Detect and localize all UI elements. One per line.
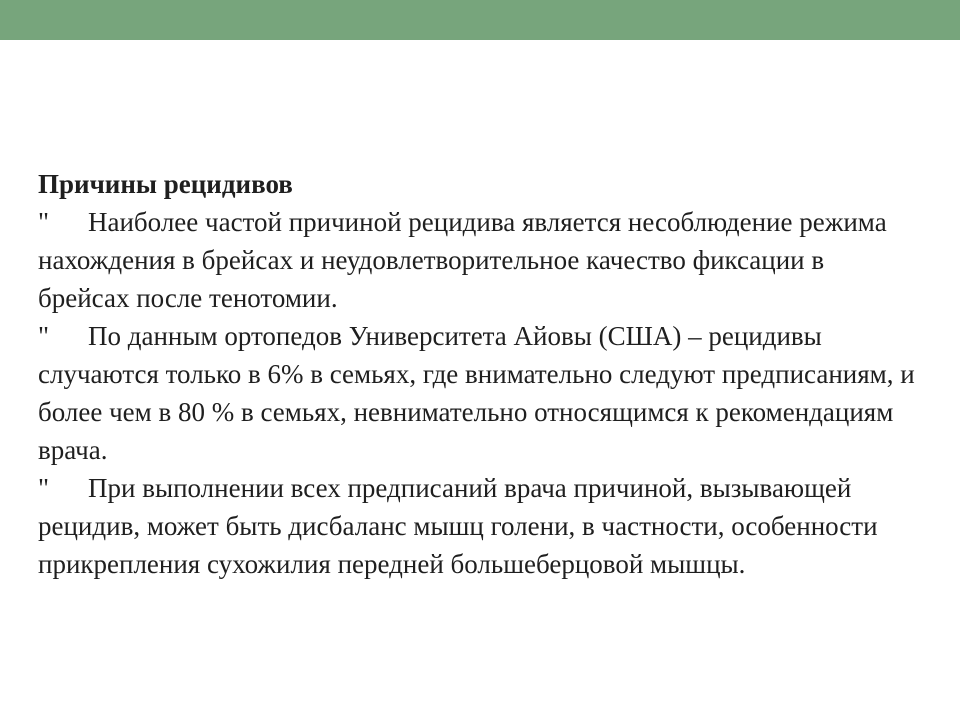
- header-band: [0, 0, 960, 40]
- slide-content: [38, 165, 918, 583]
- bullet-marker: ": [38, 321, 50, 351]
- paragraph-1: [38, 203, 918, 317]
- paragraph-text: Наиболее частой причиной рецидива является несоблюдение режима нахождения в брейсах и неудовлетворительное качество фиксации в брейсах после тенотомии.: [38, 207, 887, 313]
- paragraph-2: [38, 317, 918, 469]
- bullet-marker: ": [38, 207, 50, 237]
- paragraph-3: [38, 469, 918, 583]
- paragraph-text: При выполнении всех предписаний врача причиной, вызывающей рецидив, может быть дисбаланс мышц голени, в частности, особенности прикрепления сухожилия передней большеберцовой мышцы.: [38, 473, 878, 579]
- bullet-marker: ": [38, 473, 50, 503]
- paragraph-text: По данным ортопедов Университета Айовы (США) – рецидивы случаются только в 6% в семьях, где внимательно следуют предписаниям, и более чем в 80 % в семьях, невнимательно относящимся к рекомендациям врача.: [38, 321, 915, 465]
- slide-title: Причины рецидивов: [38, 169, 293, 199]
